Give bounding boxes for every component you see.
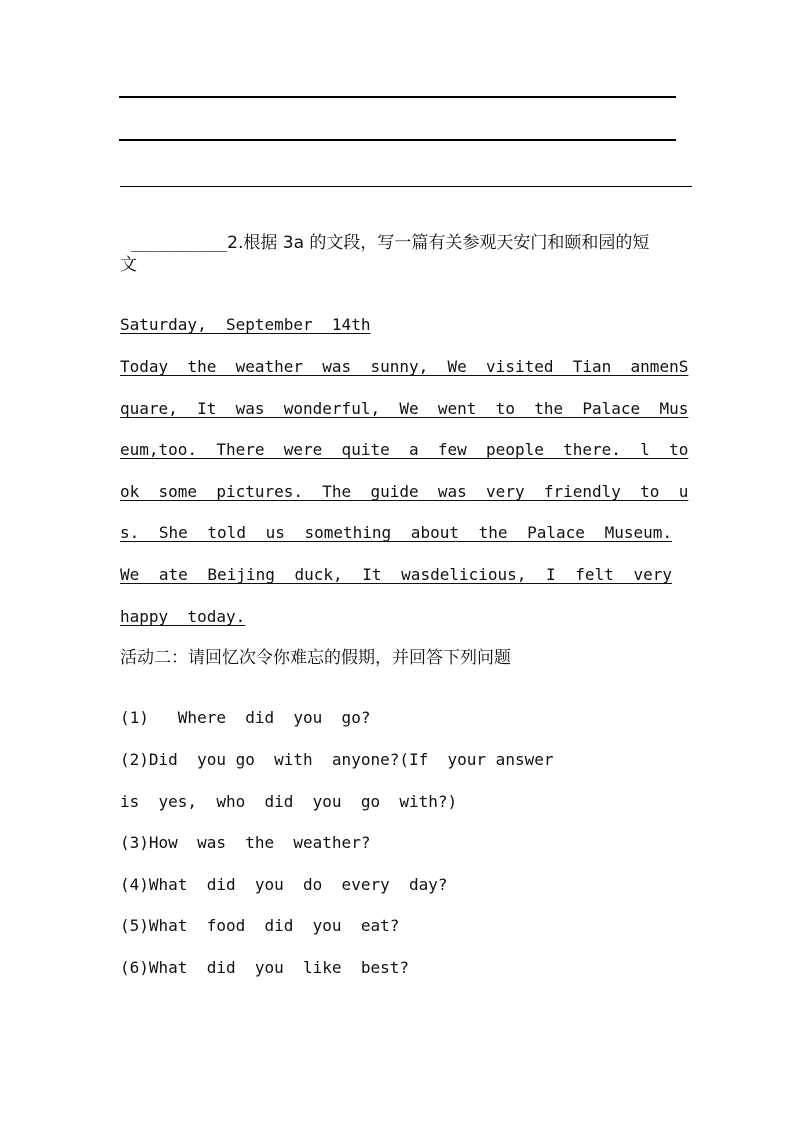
instruction-text: 2.根据 3a 的文段，写一篇有关参观天安门和颐和园的短 (227, 233, 650, 253)
question-1: (1) Where did you go? (120, 708, 371, 727)
answer-rule-2 (119, 139, 676, 141)
instruction-blank: __________ (130, 233, 228, 252)
diary-line-5: s. She told us something about the Palace Museum. (120, 523, 672, 542)
diary-line-3: eum,too. There were quite a few people there. l to (120, 440, 689, 459)
instruction-line (120, 213, 649, 253)
diary-date: Saturday, September 14th (120, 315, 371, 334)
instruction-wrap: 文 (120, 255, 137, 275)
diary-line-1: Today the weather was sunny, We visited Tian anmenS (120, 357, 689, 376)
question-5: (5)What food did you eat? (120, 916, 400, 935)
question-4: (4)What did you do every day? (120, 875, 448, 894)
diary-line-4: ok some pictures. The guide was very friendly to u (120, 482, 689, 501)
activity-title: 活动二：请回忆次令你难忘的假期，并回答下列问题 (120, 648, 511, 668)
question-6: (6)What did you like best? (120, 958, 409, 977)
diary-line-7: happy today. (120, 607, 246, 626)
question-2-cont: is yes, who did you go with?) (120, 792, 458, 811)
answer-rule-1 (119, 96, 676, 98)
question-2: (2)Did you go with anyone?(If your answer (120, 750, 554, 769)
question-3: (3)How was the weather? (120, 833, 371, 852)
diary-line-2: quare, It was wonderful, We went to the Palace Mus (120, 399, 689, 418)
dashed-answer-line (120, 186, 692, 187)
diary-line-6: We ate Beijing duck, It wasdelicious, I felt very (120, 565, 672, 584)
